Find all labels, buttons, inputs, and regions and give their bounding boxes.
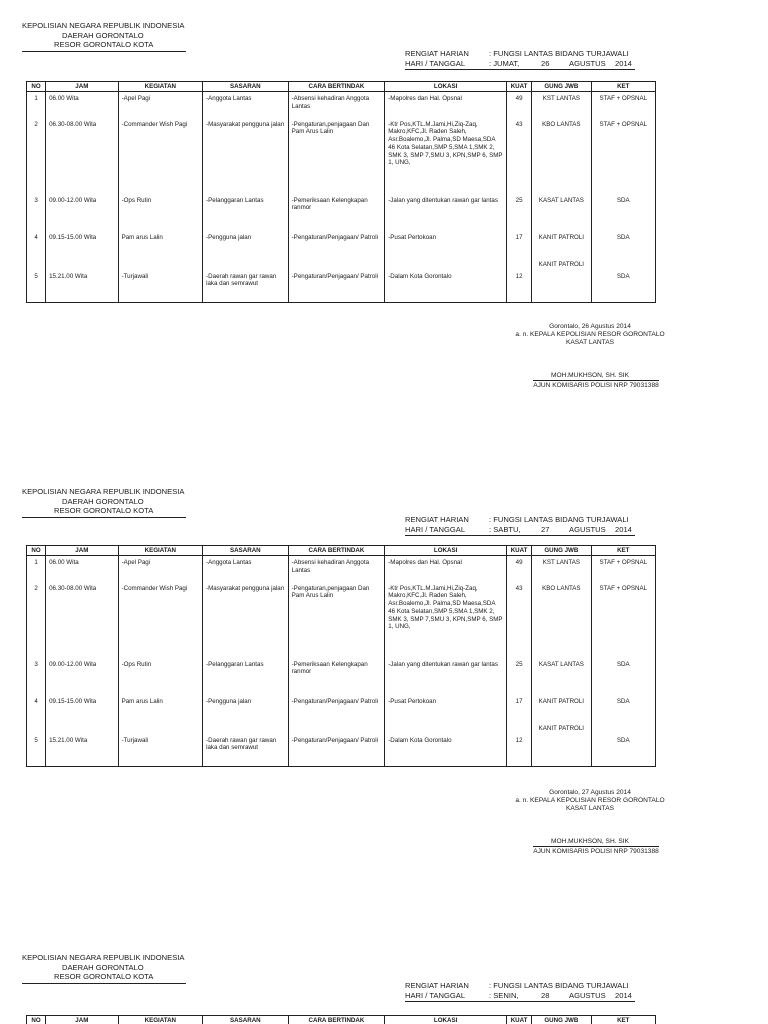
cell-kegiatan: -Commander Wish Pagi [118,118,203,194]
cell-jam: 06.00 Wita [46,92,118,118]
day-value: : SENIN, [489,991,519,1000]
rengiat-info [405,515,635,536]
cell-no [27,261,46,303]
col-header: KET [591,82,655,92]
cell-lokasi: -Jalan yang ditentukan rawan gar lantas [385,658,507,695]
cell-cara-text: -Pengaturan/Penjagaan/ Patroli [291,736,378,744]
sign-name: MOH.MUKHSON, SH. SIK [550,838,630,845]
signature-block [515,322,665,390]
letterhead-line-1: KEPOLISIAN NEGARA REPUBLIK INDONESIA [22,487,185,496]
cell-kegiatan: -Ops Rutin [118,658,203,695]
sign-place-date: Gorontalo, 26 Agustus 2014 [549,323,631,330]
cell-ket [591,261,655,303]
col-header: KET [591,546,655,556]
rengiat-label: RENGIAT HARIAN [405,515,469,524]
day-value: : JUMAT, [489,59,520,68]
sign-role: KASAT LANTAS [565,805,614,812]
sign-an: a. n. KEPALA KEPOLISIAN RESOR GORONTALO [515,331,665,338]
table-row [27,261,656,303]
cell-no: 2 [27,582,46,658]
cell-jam [46,725,118,767]
cell-cara: -Pemeriksaan Kelengkapan ranmor [288,194,385,231]
letterhead-line-3: RESOR GORONTALO KOTA [54,40,154,49]
cell-jam: 06.30-08.00 Wita [46,118,118,194]
month-value: AGUSTUS [569,525,606,534]
col-header: KEGIATAN [118,1016,203,1024]
col-header: NO [27,546,46,556]
date-label: HARI / TANGGAL [405,991,466,1000]
table-row [27,231,656,261]
cell-gung-text: KANIT PATROLI [538,260,585,268]
cell-lokasi: -Jalan yang ditentukan rawan gar lantas [385,194,507,231]
cell-lokasi: -Pusat Pertokoan [385,695,507,725]
col-header: SASARAN [203,82,289,92]
letterhead-line-2: DAERAH GORONTALO [62,30,144,40]
date-value: 27 [541,525,550,534]
col-header: GUNG JWB [532,546,591,556]
rengiat-value: : FUNGSI LANTAS BIDANG TURJAWALI [489,49,629,58]
cell-cara-text: -Pengaturan/Penjagaan/ Patroli [291,272,378,280]
year-value: 2014 [615,525,632,534]
cell-no: 3 [27,194,46,231]
rengiat-value: : FUNGSI LANTAS BIDANG TURJAWALI [489,515,629,524]
col-header: KET [591,1016,655,1024]
sign-place-date: Gorontalo, 27 Agustus 2014 [549,789,631,796]
cell-jam-text: 15.21.00 Wita [49,736,88,744]
cell-sasaran: -Pengguna jalan [203,231,289,261]
cell-kegiatan-text: -Turjawali [121,272,149,280]
rengiat-value: : FUNGSI LANTAS BIDANG TURJAWALI [489,981,629,990]
cell-sasaran: -Pelanggaran Lantas [203,194,289,231]
cell-kegiatan [118,261,203,303]
cell-ket: STAF + OPSNAL [591,92,655,118]
rengiat-info [405,981,635,1002]
cell-kegiatan [118,725,203,767]
year-value: 2014 [615,991,632,1000]
cell-kuat [507,725,532,767]
col-header: KUAT [507,82,532,92]
cell-lokasi: -Pusat Pertokoan [385,231,507,261]
cell-gung: KST LANTAS [532,556,591,582]
col-header: LOKASI [385,82,507,92]
cell-sasaran: -Anggota Lantas [203,92,289,118]
cell-kegiatan: Pam arus Lalin [118,695,203,725]
cell-kuat [507,261,532,303]
cell-no [27,725,46,767]
rengiat-table [26,1015,656,1024]
month-value: AGUSTUS [569,991,606,1000]
cell-jam: 09.15-15.00 Wita [46,695,118,725]
letterhead [22,21,186,52]
cell-jam: 06.00 Wita [46,556,118,582]
sign-role: KASAT LANTAS [565,339,614,346]
cell-cara: -Pengaturan,penjagaan Dan Pam Arus Lalin [288,582,385,658]
cell-ket: SDA [591,695,655,725]
rengiat-table [26,545,656,767]
cell-kuat-text: 12 [515,736,523,744]
cell-lokasi-text: -Dalam Kota Gorontalo [388,736,452,744]
col-header: CARA BERTINDAK [288,1016,385,1024]
cell-ket-text: SDA [616,736,630,744]
table-row [27,658,656,695]
cell-kuat-text: 12 [515,272,523,280]
table-row [27,556,656,582]
cell-ket: STAF + OPSNAL [591,118,655,194]
col-header: NO [27,1016,46,1024]
month-value: AGUSTUS [569,59,606,68]
letterhead-rule [22,51,186,52]
col-header: LOKASI [385,546,507,556]
cell-gung: KANIT PATROLI [532,231,591,261]
cell-lokasi-text: -Dalam Kota Gorontalo [388,272,452,280]
sign-rank: AJUN KOMISARIS POLISI NRP 79031388 [533,848,659,855]
cell-jam: 06.30-08.00 Wita [46,582,118,658]
cell-cara: -Pemeriksaan Kelengkapan ranmor [288,658,385,695]
cell-ket-text: SDA [616,272,630,280]
cell-sasaran: -Anggota Lantas [203,556,289,582]
letterhead-line-1: KEPOLISIAN NEGARA REPUBLIK INDONESIA [22,953,185,962]
cell-jam [46,261,118,303]
cell-cara: -Pengaturan,penjagaan Dan Pam Arus Lalin [288,118,385,194]
table-row [27,92,656,118]
sign-an: a. n. KEPALA KEPOLISIAN RESOR GORONTALO [515,797,665,804]
date-value: 26 [541,59,550,68]
cell-gung [532,261,591,303]
rengiat-label: RENGIAT HARIAN [405,981,469,990]
cell-ket: STAF + OPSNAL [591,556,655,582]
sign-rank: AJUN KOMISARIS POLISI NRP 79031388 [533,382,659,389]
sign-name: MOH.MUKHSON, SH. SIK [550,372,630,379]
cell-ket [591,725,655,767]
cell-no-text: 5 [34,736,38,744]
cell-no-text: 5 [34,272,38,280]
cell-no: 2 [27,118,46,194]
cell-gung: KASAT LANTAS [532,658,591,695]
cell-lokasi [385,261,507,303]
cell-no: 1 [27,92,46,118]
cell-kegiatan: Pam arus Lalin [118,231,203,261]
col-header: SASARAN [203,1016,289,1024]
cell-lokasi: -Ktr Pos,KTL.M.Jami,Hi,Ziq-Zaq, Makro,KFC,Jl. Raden Saleh, Asr.Boalemo,Jl. Palma,SD Maesa,SDA 46 Kota Selatan,SMP 5,SMA 1,SMK 2, SMK 3, SMP 7,SMU 3, KPN,SMP 6, SMP 1, UNG, [385,582,507,658]
col-header: GUNG JWB [532,82,591,92]
cell-kuat: 17 [507,695,532,725]
cell-ket: SDA [591,231,655,261]
table-row [27,582,656,658]
cell-sasaran [203,725,289,767]
table-header [27,546,656,556]
cell-cara: -Absensi kehadiran Anggota Lantas [288,92,385,118]
cell-kegiatan: -Apel Pagi [118,556,203,582]
cell-ket: SDA [591,194,655,231]
cell-ket: STAF + OPSNAL [591,582,655,658]
cell-lokasi: -Mapolres dan Hal. Opsnal [385,92,507,118]
cell-kegiatan: -Ops Rutin [118,194,203,231]
date-label: HARI / TANGGAL [405,525,466,534]
cell-gung-text: KANIT PATROLI [538,724,585,732]
rengiat-table [26,81,656,303]
cell-cara: -Pengaturan/Penjagaan/ Patroli [288,695,385,725]
rengiat-sheet-3 [0,932,768,1024]
cell-no: 4 [27,231,46,261]
cell-no: 3 [27,658,46,695]
table-row [27,725,656,767]
signature-block [515,788,665,856]
table-header [27,82,656,92]
table-row [27,695,656,725]
table-header [27,1016,656,1024]
cell-lokasi: -Ktr Pos,KTL.M.Jami,Hi,Ziq-Zaq, Makro,KFC,Jl. Raden Saleh, Asr.Boalemo,Jl. Palma,SD Maesa,SDA 46 Kota Selatan,SMP 5,SMA 1,SMK 2, SMK 3, SMP 7,SMU 3, KPN,SMP 6, SMP 1, UNG, [385,118,507,194]
cell-jam: 09.15-15.00 Wita [46,231,118,261]
col-header: KEGIATAN [118,546,203,556]
cell-sasaran-text: -Daerah rawan gar rawan laka dan semrawut [206,272,277,288]
cell-sasaran: -Masyarakat pengguna jalan [203,118,289,194]
cell-gung: KBO LANTAS [532,582,591,658]
cell-kuat: 25 [507,658,532,695]
letterhead-line-1: KEPOLISIAN NEGARA REPUBLIK INDONESIA [22,21,185,30]
cell-gung [532,725,591,767]
letterhead-line-2: DAERAH GORONTALO [62,962,144,972]
cell-kuat: 17 [507,231,532,261]
cell-gung: KANIT PATROLI [532,695,591,725]
cell-cara: -Absensi kehadiran Anggota Lantas [288,556,385,582]
table-row [27,194,656,231]
col-header: KUAT [507,1016,532,1024]
cell-kegiatan: -Apel Pagi [118,92,203,118]
cell-cara: -Pengaturan/Penjagaan/ Patroli [288,231,385,261]
col-header: JAM [46,546,118,556]
cell-jam: 09.00-12.00 Wita [46,194,118,231]
cell-kuat: 49 [507,556,532,582]
date-value: 28 [541,991,550,1000]
col-header: JAM [46,1016,118,1024]
col-header: KEGIATAN [118,82,203,92]
cell-jam-text: 15.21.00 Wita [49,272,88,280]
letterhead-line-3: RESOR GORONTALO KOTA [54,506,154,515]
date-label: HARI / TANGGAL [405,59,466,68]
cell-sasaran-text: -Daerah rawan gar rawan laka dan semrawut [206,736,277,752]
rengiat-info [405,49,635,70]
table-row [27,118,656,194]
day-value: : SABTU, [489,525,521,534]
year-value: 2014 [615,59,632,68]
cell-sasaran: -Masyarakat pengguna jalan [203,582,289,658]
col-header: KUAT [507,546,532,556]
cell-ket: SDA [591,658,655,695]
cell-kuat: 43 [507,118,532,194]
cell-cara [288,261,385,303]
letterhead [22,953,186,984]
letterhead [22,487,186,518]
cell-no: 4 [27,695,46,725]
cell-gung: KST LANTAS [532,92,591,118]
cell-kegiatan: -Commander Wish Pagi [118,582,203,658]
cell-lokasi: -Mapolres dan Hal. Opsnal [385,556,507,582]
col-header: CARA BERTINDAK [288,82,385,92]
letterhead-rule [22,517,186,518]
cell-lokasi [385,725,507,767]
letterhead-line-3: RESOR GORONTALO KOTA [54,972,154,981]
cell-sasaran: -Pelanggaran Lantas [203,658,289,695]
letterhead-line-2: DAERAH GORONTALO [62,496,144,506]
cell-kegiatan-text: -Turjawali [121,736,149,744]
cell-kuat: 49 [507,92,532,118]
cell-no: 1 [27,556,46,582]
col-header: CARA BERTINDAK [288,546,385,556]
letterhead-rule [22,983,186,984]
rengiat-label: RENGIAT HARIAN [405,49,469,58]
cell-jam: 09.00-12.00 Wita [46,658,118,695]
cell-gung: KBO LANTAS [532,118,591,194]
col-header: JAM [46,82,118,92]
cell-kuat: 43 [507,582,532,658]
cell-gung: KASAT LANTAS [532,194,591,231]
cell-cara [288,725,385,767]
cell-kuat: 25 [507,194,532,231]
cell-sasaran [203,261,289,303]
col-header: GUNG JWB [532,1016,591,1024]
cell-sasaran: -Pengguna jalan [203,695,289,725]
col-header: LOKASI [385,1016,507,1024]
col-header: NO [27,82,46,92]
col-header: SASARAN [203,546,289,556]
